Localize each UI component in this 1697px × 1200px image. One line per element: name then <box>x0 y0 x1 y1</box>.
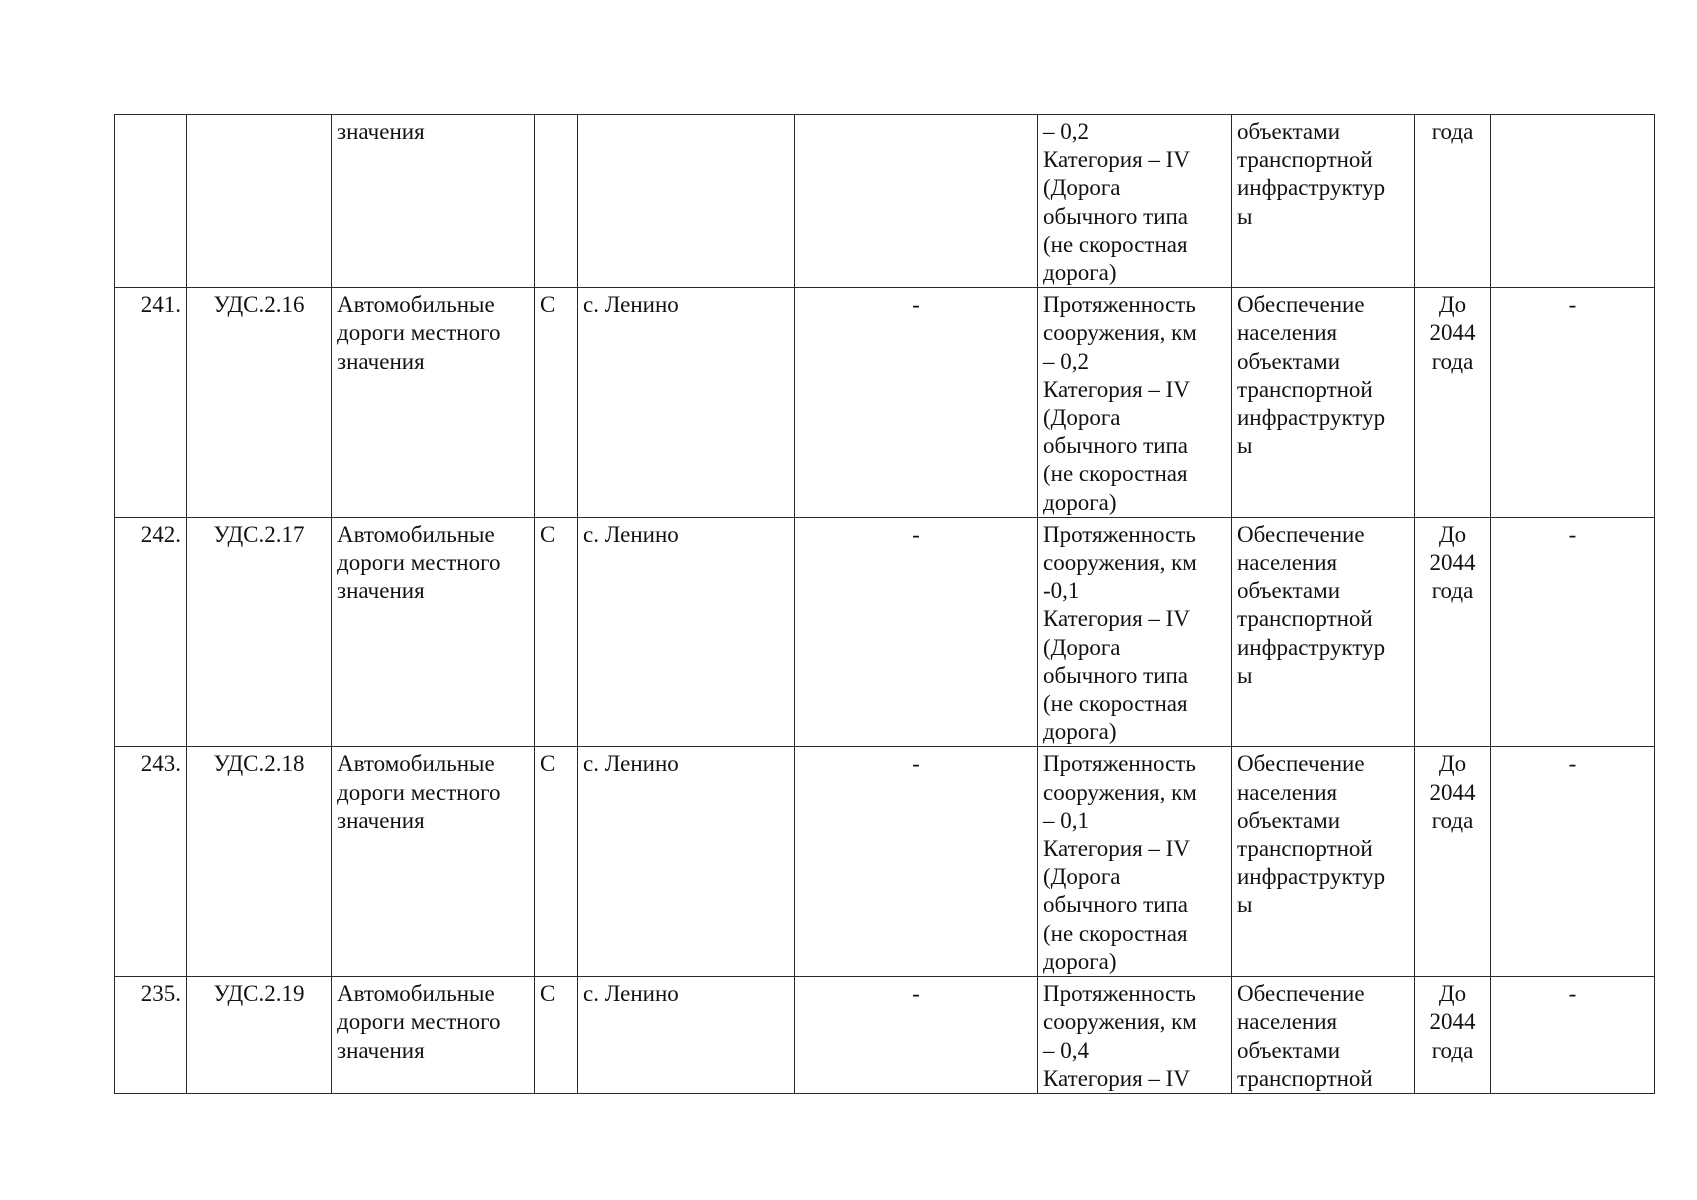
road-objects-table <box>114 114 1655 1094</box>
parameters-line: – 0,2 <box>1043 119 1089 144</box>
parameters-line: (Дорога <box>1043 864 1121 890</box>
deadline-line: года <box>1431 807 1474 833</box>
parameters-line: Протяженность <box>1043 292 1196 318</box>
parameters-line: дорога) <box>1043 489 1117 515</box>
object-name-line: значения <box>337 119 425 144</box>
purpose-line: населения <box>1237 1009 1338 1035</box>
object-name-line: Автомобильные <box>337 521 495 547</box>
purpose-line: транспортной <box>1237 836 1373 862</box>
purpose-line: инфраструктур <box>1237 175 1386 201</box>
parameters-line: (не скоростная <box>1043 461 1188 487</box>
object-code-cell: УДС.2.19 <box>187 977 332 1094</box>
deadline-line: До <box>1438 292 1467 318</box>
parameters-line: (не скоростная <box>1043 691 1188 717</box>
note-cell: - <box>1491 517 1655 747</box>
purpose-line: населения <box>1237 320 1338 346</box>
location-cell <box>578 115 795 288</box>
extra-info-cell: - <box>795 288 1038 518</box>
row-number-cell: 241. <box>115 288 187 518</box>
purpose-cell <box>1232 288 1415 518</box>
object-name-line: значения <box>337 348 425 374</box>
parameters-line: дорога) <box>1043 260 1117 286</box>
object-name-line: Автомобильные <box>337 292 495 318</box>
parameters-line: дорога) <box>1043 719 1117 745</box>
deadline-line: года <box>1431 348 1474 374</box>
parameters-line: (не скоростная <box>1043 920 1188 946</box>
deadline-line: До <box>1438 521 1467 547</box>
purpose-line: ы <box>1237 892 1253 918</box>
extra-info-cell: - <box>795 517 1038 747</box>
deadline-line: года <box>1431 578 1474 604</box>
purpose-line: объектами <box>1237 119 1341 144</box>
parameters-line: Категория – IV <box>1043 147 1190 173</box>
object-name-line: дороги местного <box>337 550 501 576</box>
purpose-cell <box>1232 977 1415 1094</box>
table-body <box>115 115 1655 1094</box>
object-name-cell <box>332 288 535 518</box>
table-row <box>115 977 1655 1094</box>
object-name-line: дороги местного <box>337 779 501 805</box>
purpose-line: транспортной <box>1237 1065 1373 1091</box>
object-code-cell: УДС.2.16 <box>187 288 332 518</box>
object-name-line: значения <box>337 1037 425 1063</box>
table-row <box>115 288 1655 518</box>
object-name-line: значения <box>337 807 425 833</box>
deadline-line: 2044 <box>1429 1009 1476 1035</box>
parameters-line: сооружения, км <box>1043 320 1197 346</box>
purpose-line: Обеспечение <box>1237 292 1365 318</box>
location-cell: с. Ленино <box>578 977 795 1094</box>
deadline-cell <box>1415 517 1491 747</box>
deadline-cell <box>1415 977 1491 1094</box>
row-number-cell: 242. <box>115 517 187 747</box>
object-name-line: дороги местного <box>337 320 501 346</box>
object-name-cell <box>332 977 535 1094</box>
purpose-line: объектами <box>1237 1037 1341 1063</box>
deadline-line: До <box>1438 751 1467 777</box>
location-cell: с. Ленино <box>578 747 795 977</box>
row-number-cell: 243. <box>115 747 187 977</box>
note-cell: - <box>1491 977 1655 1094</box>
object-code-cell: УДС.2.18 <box>187 747 332 977</box>
extra-info-cell: - <box>795 977 1038 1094</box>
object-name-line: дороги местного <box>337 1009 501 1035</box>
parameters-line: обычного типа <box>1043 203 1189 229</box>
object-type-cell: С <box>535 288 578 518</box>
purpose-line: населения <box>1237 550 1338 576</box>
purpose-line: Обеспечение <box>1237 981 1365 1007</box>
purpose-line: объектами <box>1237 348 1341 374</box>
parameters-line: -0,1 <box>1043 578 1080 604</box>
extra-info-cell: - <box>795 747 1038 977</box>
parameters-cell <box>1038 115 1232 288</box>
parameters-line: (Дорога <box>1043 634 1121 660</box>
deadline-line: 2044 <box>1429 550 1476 576</box>
deadline-line: До <box>1438 981 1467 1007</box>
table-row <box>115 115 1655 288</box>
parameters-line: Категория – IV <box>1043 836 1190 862</box>
purpose-cell <box>1232 115 1415 288</box>
parameters-line: – 0,2 <box>1043 348 1089 374</box>
parameters-cell <box>1038 977 1232 1094</box>
note-cell <box>1491 115 1655 288</box>
parameters-cell <box>1038 517 1232 747</box>
parameters-line: Протяженность <box>1043 981 1196 1007</box>
purpose-line: инфраструктур <box>1237 405 1386 431</box>
purpose-line: транспортной <box>1237 376 1373 402</box>
purpose-line: объектами <box>1237 578 1341 604</box>
purpose-line: инфраструктур <box>1237 864 1386 890</box>
parameters-line: обычного типа <box>1043 892 1189 918</box>
row-number-cell: 235. <box>115 977 187 1094</box>
parameters-line: – 0,1 <box>1043 807 1089 833</box>
object-name-line: Автомобильные <box>337 981 495 1007</box>
parameters-cell <box>1038 288 1232 518</box>
extra-info-cell <box>795 115 1038 288</box>
table-row <box>115 747 1655 977</box>
parameters-line: – 0,4 <box>1043 1037 1089 1063</box>
purpose-line: объектами <box>1237 807 1341 833</box>
object-type-cell: С <box>535 977 578 1094</box>
parameters-line: обычного типа <box>1043 433 1189 459</box>
parameters-line: Протяженность <box>1043 751 1196 777</box>
deadline-cell <box>1415 747 1491 977</box>
purpose-cell <box>1232 517 1415 747</box>
object-code-cell <box>187 115 332 288</box>
object-type-cell: С <box>535 747 578 977</box>
object-name-line: значения <box>337 578 425 604</box>
note-cell: - <box>1491 747 1655 977</box>
purpose-line: ы <box>1237 203 1253 229</box>
object-type-cell: С <box>535 517 578 747</box>
parameters-cell <box>1038 747 1232 977</box>
purpose-line: транспортной <box>1237 606 1373 632</box>
purpose-cell <box>1232 747 1415 977</box>
note-cell: - <box>1491 288 1655 518</box>
parameters-line: сооружения, км <box>1043 550 1197 576</box>
purpose-line: ы <box>1237 433 1253 459</box>
deadline-line: 2044 <box>1429 320 1476 346</box>
purpose-line: ы <box>1237 662 1253 688</box>
deadline-line: года <box>1431 119 1474 144</box>
purpose-line: инфраструктур <box>1237 634 1386 660</box>
object-name-cell <box>332 747 535 977</box>
parameters-line: сооружения, км <box>1043 1009 1197 1035</box>
row-number-cell <box>115 115 187 288</box>
parameters-line: Протяженность <box>1043 521 1196 547</box>
deadline-cell <box>1415 288 1491 518</box>
deadline-line: года <box>1431 1037 1474 1063</box>
purpose-line: Обеспечение <box>1237 751 1365 777</box>
parameters-line: дорога) <box>1043 948 1117 974</box>
purpose-line: населения <box>1237 779 1338 805</box>
object-code-cell: УДС.2.17 <box>187 517 332 747</box>
parameters-line: Категория – IV <box>1043 376 1190 402</box>
object-type-cell <box>535 115 578 288</box>
purpose-line: транспортной <box>1237 147 1373 173</box>
parameters-line: (Дорога <box>1043 175 1121 201</box>
object-name-cell <box>332 517 535 747</box>
location-cell: с. Ленино <box>578 288 795 518</box>
table-row <box>115 517 1655 747</box>
parameters-line: (не скоростная <box>1043 231 1188 257</box>
deadline-cell <box>1415 115 1491 288</box>
parameters-line: Категория – IV <box>1043 606 1190 632</box>
parameters-line: обычного типа <box>1043 662 1189 688</box>
purpose-line: Обеспечение <box>1237 521 1365 547</box>
deadline-line: 2044 <box>1429 779 1476 805</box>
parameters-line: сооружения, км <box>1043 779 1197 805</box>
parameters-line: Категория – IV <box>1043 1065 1190 1091</box>
object-name-line: Автомобильные <box>337 751 495 777</box>
object-name-cell <box>332 115 535 288</box>
parameters-line: (Дорога <box>1043 405 1121 431</box>
location-cell: с. Ленино <box>578 517 795 747</box>
